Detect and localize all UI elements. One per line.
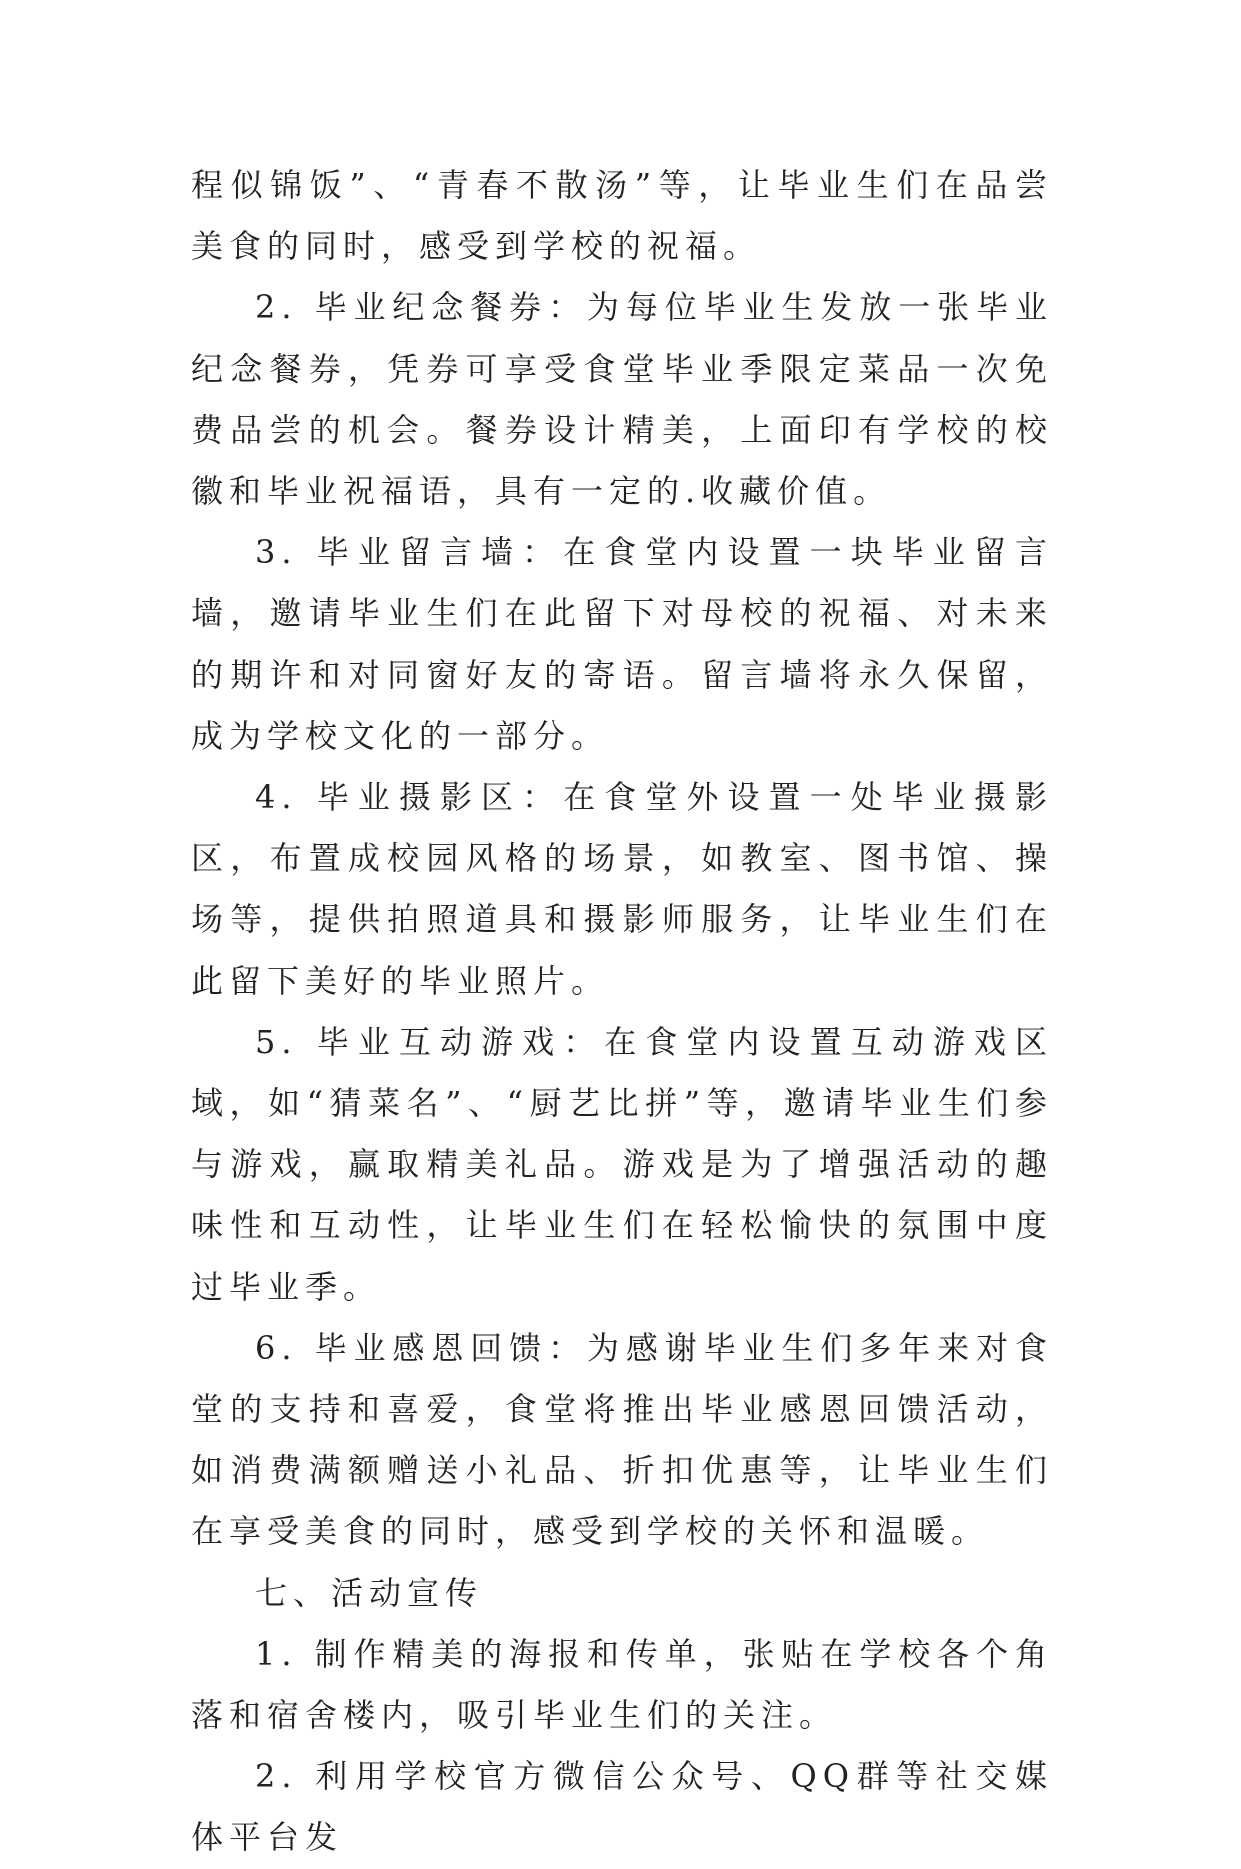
paragraph-item-2-meal-voucher: 2. 毕业纪念餐券：为每位毕业生发放一张毕业纪念餐券，凭券可享受食堂毕业季限定菜品一次免费品尝的机会。餐券设计精美，上面印有学校的校徽和毕业祝福语，具有一定的.收藏价值。	[191, 288, 1053, 511]
paragraph-promotion-item-1: 1. 制作精美的海报和传单，张贴在学校各个角落和宿舍楼内，吸引毕业生们的关注。	[191, 1634, 1053, 1735]
section-heading-promotion: 七、活动宣传	[255, 1573, 484, 1612]
document-body	[191, 155, 1053, 1869]
paragraph-item-3-message-wall: 3. 毕业留言墙：在食堂内设置一块毕业留言墙，邀请毕业生们在此留下对母校的祝福、对未来的期许和对同窗好友的寄语。留言墙将永久保留，成为学校文化的一部分。	[191, 533, 1053, 755]
paragraph-item-6-gratitude-feedback: 6. 毕业感恩回馈：为感谢毕业生们多年来对食堂的支持和喜爱，食堂将推出毕业感恩回馈活动，如消费满额赠送小礼品、折扣优惠等，让毕业生们在享受美食的同时，感受到学校的关怀和温暖。	[191, 1328, 1053, 1551]
paragraph-item-4-photo-area: 4. 毕业摄影区：在食堂外设置一处毕业摄影区，布置成校园风格的场景，如教室、图书馆、操场等，提供拍照道具和摄影师服务，让毕业生们在此留下美好的毕业照片。	[191, 778, 1053, 1000]
paragraph-continuation: 程似锦饭”、“青春不散汤”等，让毕业生们在品尝美食的同时，感受到学校的祝福。	[191, 166, 1053, 266]
paragraph-promotion-item-2: 2. 利用学校官方微信公众号、QQ群等社交媒体平台发	[191, 1757, 1053, 1857]
paragraph-item-5-interactive-games: 5. 毕业互动游戏：在食堂内设置互动游戏区域，如“猜菜名”、“厨艺比拼”等，邀请毕业生们参与游戏，赢取精美礼品。游戏是为了增强活动的趣味性和互动性，让毕业生们在轻松愉快的氛围中度过毕业季。	[191, 1022, 1053, 1306]
